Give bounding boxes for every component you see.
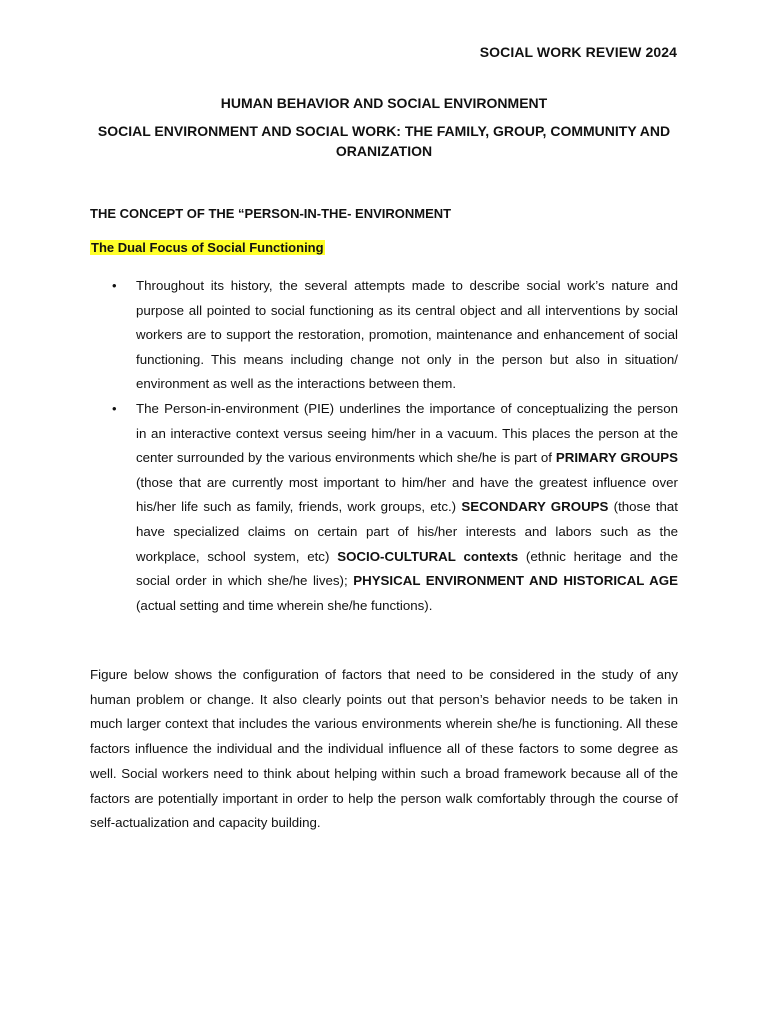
body-paragraph: Figure below shows the configuration of factors that need to be considered in the study of any human problem or change. It also clearly points out that person’s behavior needs to be taken in much larger context that includes the various environments wherein she/he is functioning. All these factors influence the individual and the individual influence all of these factors to some degree as well. Social workers need to think about helping within such a broad framework because all of the factors are potentially important in order to help the person walk comfortably through the course of self-actualization and capacity building. (90, 667, 678, 831)
bullet-text: (ethnic heritage and the social order in which she/he lives); (136, 548, 678, 589)
bold-term: PRIMARY GROUPS (555, 450, 679, 466)
main-title: HUMAN BEHAVIOR AND SOCIAL ENVIRONMENT (220, 95, 548, 111)
bold-term: SECONDARY GROUPS (461, 499, 609, 515)
title-block (90, 93, 678, 161)
bullet-text: (those that are currently most important to him/her and have the greatest influence over his/her life such as family, friends, work groups, etc.) (136, 474, 678, 515)
subtitle: SOCIAL ENVIRONMENT AND SOCIAL WORK: THE FAMILY, GROUP, COMMUNITY AND ORANIZATION (97, 123, 671, 159)
bullet-marker: • (112, 278, 117, 293)
bullet-marker: • (112, 400, 117, 416)
highlighted-subheading: The Dual Focus of Social Functioning (91, 240, 324, 255)
section-heading: THE CONCEPT OF THE “PERSON-IN-THE- ENVIRONMENT (90, 206, 452, 221)
list-item (90, 397, 678, 618)
bullet-text: The Person-in-environment (PIE) underlines the importance of conceptualizing the person in an interactive context versus seeing him/her in a vacuum. This places the person at the center surrounded by the various environments which she/he is part of (136, 400, 678, 466)
bullet-text: (actual setting and time wherein she/he functions). (136, 597, 433, 613)
bold-term: SOCIO-CULTURAL contexts (337, 548, 519, 564)
list-item (90, 274, 678, 397)
running-header: SOCIAL WORK REVIEW 2024 (479, 44, 677, 60)
bullet-text: Throughout its history, the several attempts made to describe social work’s nature and purpose all pointed to social functioning as its central object and all interventions by social workers are to support the restoration, promotion, maintenance and enhancement of social functioning. This means including change not only in the person but also in situation/ environment as well as the interactions between them. (136, 278, 678, 392)
bold-term: PHYSICAL ENVIRONMENT AND HISTORICAL AGE (353, 573, 678, 589)
bullet-list (90, 274, 678, 618)
bullet-text: (those that have specialized claims on certain part of his/her interests and labors such as the workplace, school system, etc) (136, 499, 678, 564)
